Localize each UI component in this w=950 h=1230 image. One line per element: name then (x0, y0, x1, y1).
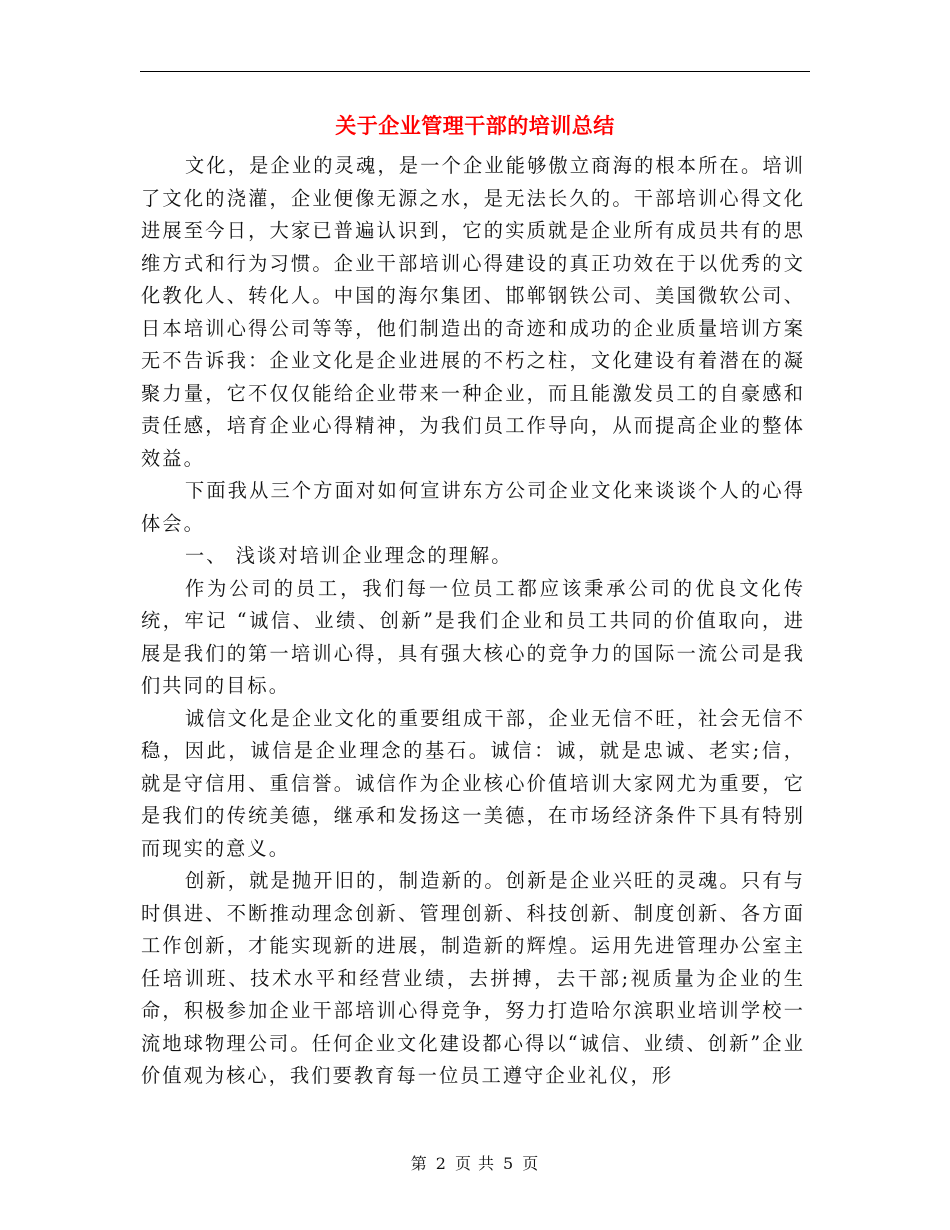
footer-suffix: 页 (522, 1154, 540, 1173)
total-pages-number: 5 (503, 1154, 515, 1173)
paragraph: 创新，就是抛开旧的，制造新的。创新是企业兴旺的灵魂。只有与时俱进、不断推动理念创新、管理创新、科技创新、制度创新、各方面工作创新，才能实现新的进展，制造新的辉煌。运用先进管理办公室主任培训班、技术水平和经营业绩，去拼搏，去干部;视质量为企业的生命，积极参加企业干部培训心得竞争，努力打造哈尔滨职业培训学校一流地球物理公司。任何企业文化建设都心得以“诚信、业绩、创新”企业价值观为核心，我们要教育每一位员工遵守企业礼仪，形 (141, 869, 805, 1087)
footer-prefix: 第 (410, 1154, 428, 1173)
paragraph: 作为公司的员工，我们每一位员工都应该秉承公司的优良文化传统，牢记 “诚信、业绩、创新”是我们企业和员工共同的价值取向，进展是我们的第一培训心得，具有强大核心的竞争力的国际一流公司是我们共同的目标。 (141, 576, 805, 697)
document-title: 关于企业管理干部的培训总结 (335, 114, 615, 138)
page-footer (0, 1153, 950, 1175)
section-heading: 一、 浅谈对培训企业理念的理解。 (185, 544, 513, 567)
footer-middle: 页 共 (454, 1154, 496, 1173)
current-page-number: 2 (435, 1154, 447, 1173)
header-rule (140, 71, 810, 72)
document-body (141, 150, 805, 1093)
paragraph: 诚信文化是企业文化的重要组成干部，企业无信不旺，社会无信不稳，因此，诚信是企业理念的基石。诚信：诚，就是忠诚、老实;信，就是守信用、重信誉。诚信作为企业核心价值培训大家网尤为重要，它是我们的传统美德，继承和发扬这一美德，在市场经济条件下具有特别而现实的意义。 (141, 706, 805, 860)
paragraph: 文化，是企业的灵魂，是一个企业能够傲立商海的根本所在。培训了文化的浇灌，企业便像无源之水，是无法长久的。干部培训心得文化进展至今日，大家已普遍认识到，它的实质就是企业所有成员共有的思维方式和行为习惯。企业干部培训心得建设的真正功效在于以优秀的文化教化人、转化人。中国的海尔集团、邯郸钢铁公司、美国微软公司、日本培训心得公司等等，他们制造出的奇迹和成功的企业质量培训方案无不告诉我：企业文化是企业进展的不朽之柱，文化建设有着潜在的凝聚力量，它不仅仅能给企业带来一种企业，而且能激发员工的自豪感和责任感，培育企业心得精神，为我们员工作导向，从而提高企业的整体效益。 (141, 154, 805, 470)
paragraph: 下面我从三个方面对如何宣讲东方公司企业文化来谈谈个人的心得体会。 (141, 479, 805, 535)
